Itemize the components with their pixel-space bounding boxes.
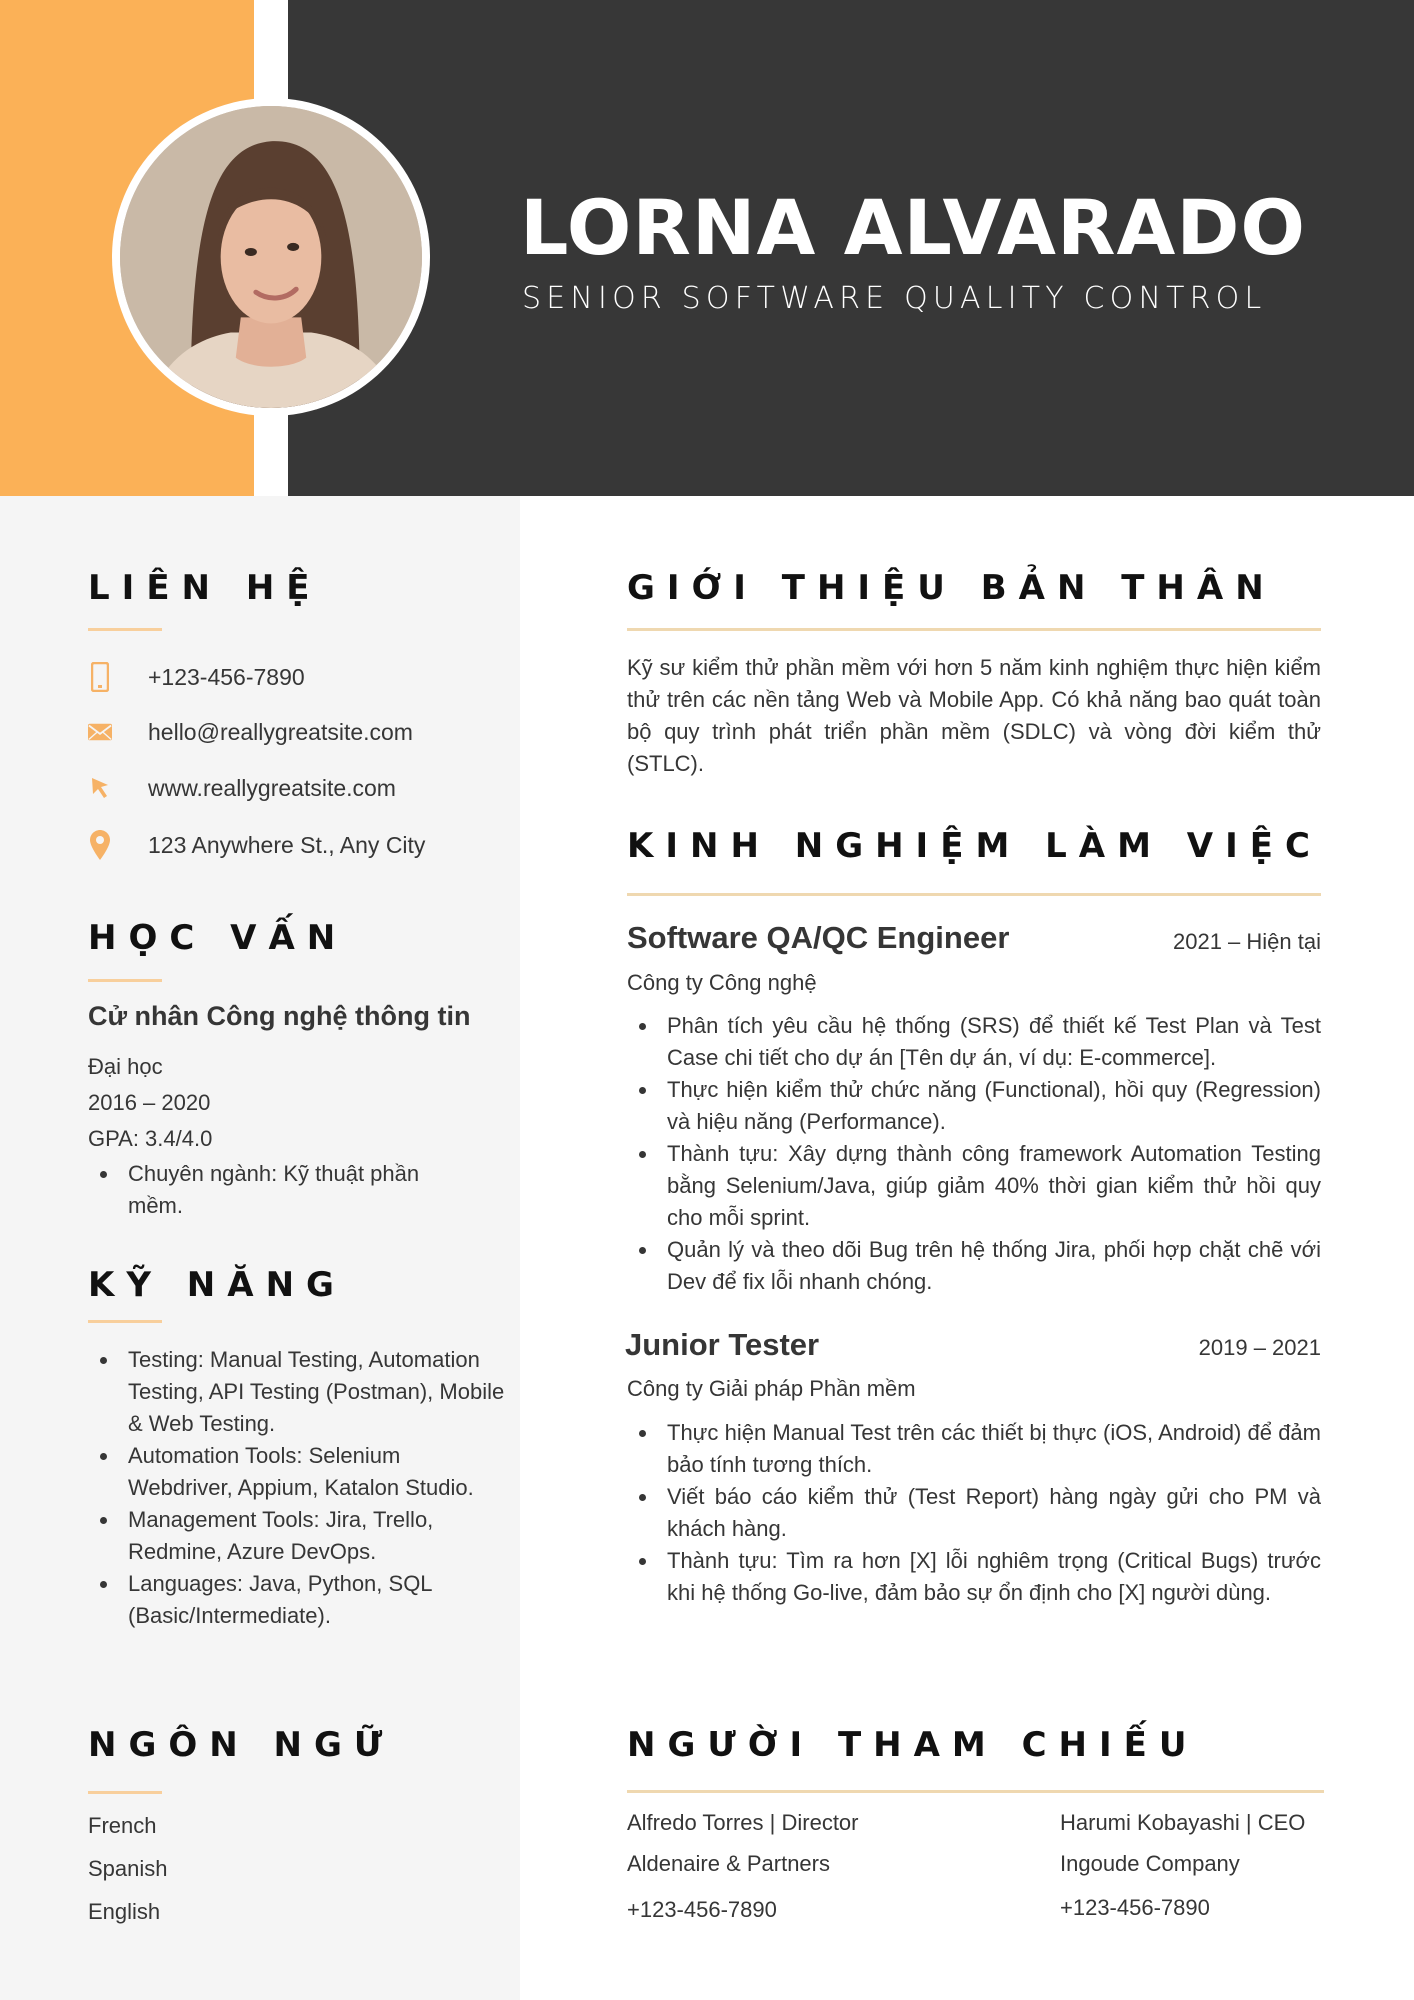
contact-email (88, 715, 413, 749)
contact-phone-link[interactable]: +123-456-7890 (148, 663, 305, 690)
list-item: Management Tools: Jira, Trello, Redmine, Azure DevOps. (88, 1504, 508, 1568)
about-text: Kỹ sư kiểm thử phần mềm với hơn 5 năm kinh nghiệm thực hiện kiểm thử trên các nền tảng Web và Mobile App. Có khả năng bao quát toàn bộ quy trình phát triển phần mềm (SDLC) và vòng đời kiểm thử (STLC). (627, 655, 1321, 776)
list-item: Phân tích yêu cầu hệ thống (SRS) để thiết kế Test Plan và Test Case chi tiết cho dự án [Tên dự án, ví dụ: E-commerce]. (627, 1010, 1321, 1074)
portrait-illustration (120, 106, 422, 408)
location-pin-icon (88, 830, 112, 860)
experience-divider (627, 893, 1321, 896)
list-item: Testing: Manual Testing, Automation Testing, API Testing (Postman), Mobile & Web Testing. (88, 1344, 508, 1440)
job-responsibilities (627, 1417, 1321, 1609)
job-responsibilities (627, 1010, 1321, 1298)
skills-divider (88, 1320, 162, 1323)
education-details (88, 1158, 468, 1222)
references-divider (627, 1790, 1324, 1793)
mail-icon (88, 717, 112, 747)
skills-list (88, 1344, 508, 1632)
contact-website (88, 771, 396, 805)
list-item: Languages: Java, Python, SQL (Basic/Intermediate). (88, 1568, 508, 1632)
language-item: Spanish (88, 1856, 168, 1881)
languages-divider (88, 1791, 162, 1794)
reference-name-role: Alfredo Torres | Director (627, 1810, 859, 1835)
contact-address-text: 123 Anywhere St., Any City (148, 831, 426, 858)
skills-heading: KỸ NĂNG (88, 1265, 346, 1305)
job-dates: 2021 – Hiện tại (1173, 929, 1321, 954)
reference-company: Ingoude Company (1060, 1851, 1240, 1876)
contact-address (88, 828, 426, 862)
languages-heading: NGÔN NGỮ (88, 1725, 395, 1765)
about-divider (627, 628, 1321, 631)
phone-icon (88, 662, 112, 692)
language-item: English (88, 1899, 161, 1924)
candidate-name: LORNA ALVARADO (520, 183, 1307, 272)
education-heading: HỌC VẤN (88, 918, 348, 958)
reference-name-role: Harumi Kobayashi | CEO (1060, 1810, 1306, 1835)
education-divider (88, 979, 162, 982)
job-company: Công ty Giải pháp Phần mềm (627, 1376, 916, 1401)
job-company: Công ty Công nghệ (627, 970, 817, 995)
list-item: Quản lý và theo dõi Bug trên hệ thống Jira, phối hợp chặt chẽ với Dev để fix lỗi nhanh chóng. (627, 1234, 1321, 1298)
list-item: Thành tựu: Tìm ra hơn [X] lỗi nghiêm trọng (Critical Bugs) trước khi hệ thống Go-live, đảm bảo sự ổn định cho [X] người dùng. (627, 1545, 1321, 1609)
contact-heading: LIÊN HỆ (88, 568, 322, 608)
reference-company: Aldenaire & Partners (627, 1851, 830, 1876)
list-item: Automation Tools: Selenium Webdriver, Appium, Katalon Studio. (88, 1440, 508, 1504)
reference-phone[interactable]: +123-456-7890 (627, 1897, 777, 1922)
job-title: Junior Tester (625, 1327, 820, 1362)
list-item: Thực hiện Manual Test trên các thiết bị thực (iOS, Android) để đảm bảo tính tương thích. (627, 1417, 1321, 1481)
contact-divider (88, 628, 162, 631)
experience-heading: KINH NGHIỆM LÀM VIỆC (627, 826, 1322, 866)
list-item: Viết báo cáo kiểm thử (Test Report) hàng ngày gửi cho PM và khách hàng. (627, 1481, 1321, 1545)
about-heading: GIỚI THIỆU BẢN THÂN (627, 568, 1276, 608)
education-gpa: GPA: 3.4/4.0 (88, 1126, 213, 1151)
contact-phone (88, 660, 305, 694)
degree-name: Cử nhân Công nghệ thông tin (88, 1001, 471, 1031)
avatar (120, 106, 422, 408)
reference-phone[interactable]: +123-456-7890 (1060, 1895, 1210, 1920)
references-heading: NGƯỜI THAM CHIẾU (627, 1725, 1199, 1765)
list-item: Chuyên ngành: Kỹ thuật phần mềm. (88, 1158, 468, 1222)
job-title: Software QA/QC Engineer (627, 920, 1010, 955)
education-years: 2016 – 2020 (88, 1090, 211, 1115)
education-level: Đại học (88, 1054, 163, 1079)
profile-photo (112, 98, 430, 416)
contact-email-link[interactable]: hello@reallygreatsite.com (148, 718, 413, 745)
candidate-title: SENIOR SOFTWARE QUALITY CONTROL (522, 281, 1267, 316)
language-item: French (88, 1813, 157, 1838)
contact-website-link[interactable]: www.reallygreatsite.com (148, 774, 396, 801)
cursor-icon (88, 773, 112, 803)
list-item: Thành tựu: Xây dựng thành công framework Automation Testing bằng Selenium/Java, giúp giảm 40% thời gian kiểm thử hồi quy cho mỗi sprint. (627, 1138, 1321, 1234)
list-item: Thực hiện kiểm thử chức năng (Functional), hồi quy (Regression) và hiệu năng (Performance). (627, 1074, 1321, 1138)
job-dates: 2019 – 2021 (1198, 1335, 1321, 1360)
